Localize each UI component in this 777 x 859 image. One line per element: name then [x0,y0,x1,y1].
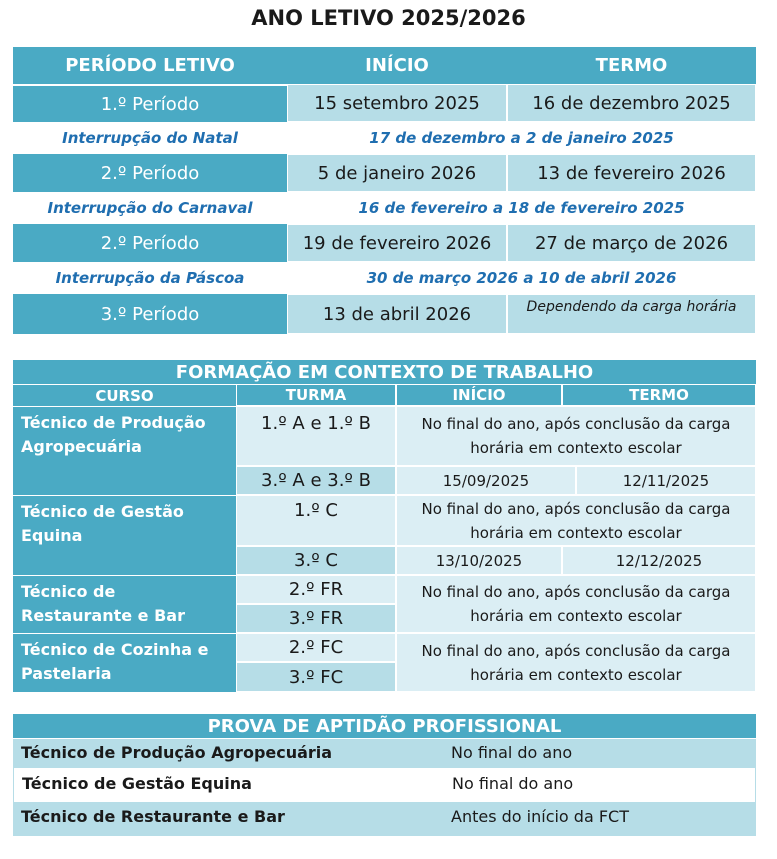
class-name: 3.º FR [236,604,396,633]
page-title: ANO LETIVO 2025/2026 [251,6,526,30]
break-dates: 16 de fevereiro a 18 de fevereiro 2025 [287,192,756,224]
period-label: 3.º Período [13,294,287,334]
header-inicio: INÍCIO [396,384,562,406]
fct-start: 15/09/2025 [396,466,576,495]
period-start: 13 de abril 2026 [287,294,507,334]
course-name: Técnico de Cozinha e Pastelaria [13,633,236,692]
period-end: 16 de dezembro 2025 [507,84,756,122]
fct-dates-note: No final do ano, após conclusão da carga horária em contexto escolar [396,406,756,466]
course-name: Técnico de Restaurante e Bar [13,575,236,633]
header-curso: CURSO [13,384,236,406]
header-inicio: INÍCIO [287,47,507,84]
pap-when: No final do ano [451,743,573,762]
period-start: 15 setembro 2025 [287,84,507,122]
class-name: 3.º FC [236,662,396,692]
pap-course: Técnico de Restaurante e Bar [21,807,285,826]
fct-dates-note: No final do ano, após conclusão da carga horária em contexto escolar [396,495,756,546]
class-name: 3.º A e 3.º B [236,466,396,495]
header-termo: TERMO [507,47,756,84]
pap-course: Técnico de Produção Agropecuária [21,743,333,762]
period-end: Dependendo da carga horária [507,294,756,334]
period-label: 2.º Período [13,154,287,192]
fct-start: 13/10/2025 [396,546,562,575]
fct-title: FORMAÇÃO EM CONTEXTO DE TRABALHO [13,360,756,384]
period-label: 1.º Período [13,84,287,122]
pap-row [13,768,756,802]
period-label: 2.º Período [13,224,287,262]
pap-course: Técnico de Gestão Equina [22,774,252,793]
pap-when: No final do ano [452,774,574,793]
class-name: 2.º FR [236,575,396,604]
period-start: 5 de janeiro 2026 [287,154,507,192]
class-name: 1.º A e 1.º B [236,406,396,466]
header-periodo: PERÍODO LETIVO [13,47,287,84]
class-name: 1.º C [236,495,396,546]
class-name: 2.º FC [236,633,396,662]
break-label: Interrupção do Carnaval [13,192,287,224]
break-label: Interrupção do Natal [13,122,287,154]
fct-end: 12/11/2025 [576,466,756,495]
break-dates: 17 de dezembro a 2 de janeiro 2025 [287,122,756,154]
break-label: Interrupção da Páscoa [13,262,287,294]
course-name: Técnico de Gestão Equina [13,495,236,575]
fct-dates-note: No final do ano, após conclusão da carga horária em contexto escolar [396,633,756,692]
pap-row [13,802,756,836]
break-dates: 30 de março 2026 a 10 de abril 2026 [287,262,756,294]
header-termo: TERMO [562,384,756,406]
fct-end: 12/12/2025 [562,546,756,575]
period-end: 27 de março de 2026 [507,224,756,262]
pap-title: PROVA DE APTIDÃO PROFISSIONAL [13,714,756,738]
pap-row [13,738,756,768]
course-name: Técnico de Produção Agropecuária [13,406,236,495]
class-name: 3.º C [236,546,396,575]
pap-when: Antes do início da FCT [451,807,629,826]
fct-dates-note: No final do ano, após conclusão da carga horária em contexto escolar [396,575,756,633]
period-start: 19 de fevereiro 2026 [287,224,507,262]
period-end: 13 de fevereiro 2026 [507,154,756,192]
header-turma: TURMA [236,384,396,406]
